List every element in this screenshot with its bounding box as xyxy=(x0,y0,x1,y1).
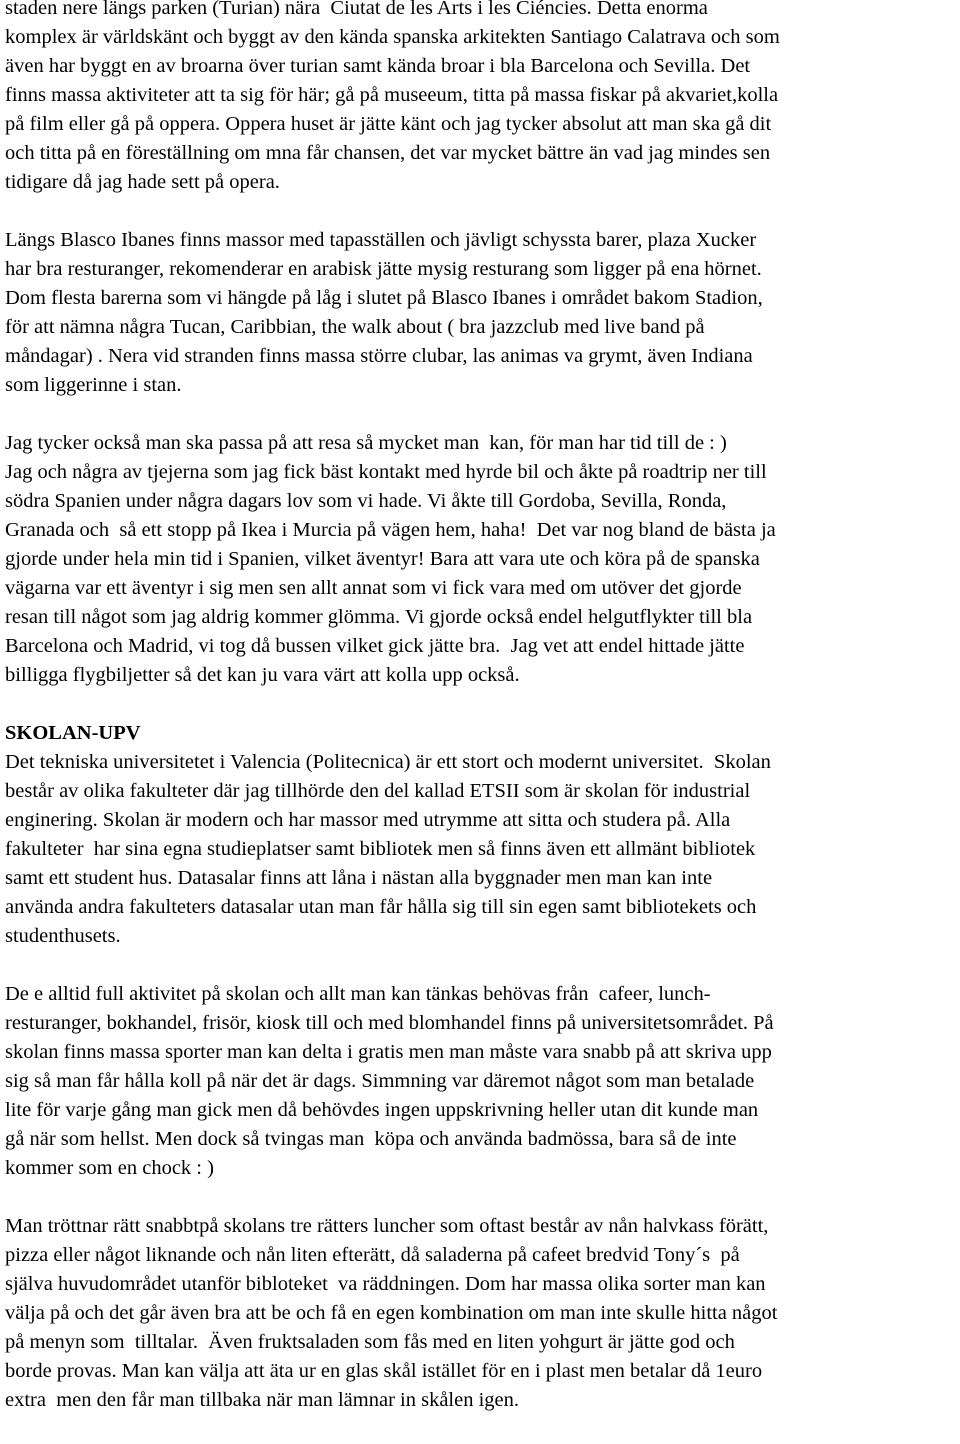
text-line: själva huvudområdet utanför bibloteket va räddningen. Dom har massa olika sorter man kan xyxy=(5,1273,766,1295)
text-line: billigga flygbiljetter så det kan ju vara värt att kolla upp också. xyxy=(5,664,520,686)
paragraph-turian xyxy=(5,0,955,197)
text-line: extra men den får man tillbaka när man lämnar in skålen igen. xyxy=(5,1389,520,1411)
text-line: Det tekniska universitetet i Valencia (Politecnica) är ett stort och modernt universitet. Skolan xyxy=(5,751,771,773)
text-line: har bra resturanger, rekomenderar en arabisk jätte mysig resturang som ligger på ena hörnet. xyxy=(5,258,762,280)
text-line: kommer som en chock : ) xyxy=(5,1157,214,1179)
text-line: som liggerinne i stan. xyxy=(5,374,182,396)
text-line: södra Spanien under några dagars lov som vi hade. Vi åkte till Gordoba, Sevilla, Ronda, xyxy=(5,490,727,512)
text-line: Jag tycker också man ska passa på att resa så mycket man kan, för man har tid till de : ) xyxy=(5,432,727,454)
text-line: komplex är världskänt och byggt av den kända spanska arkitekten Santiago Calatrava och som xyxy=(5,26,780,48)
text-line: pizza eller något liknande och nån liten efterätt, då saladerna på cafeet bredvid Tony´s på xyxy=(5,1244,740,1266)
document-page xyxy=(5,0,955,1444)
text-line: Barcelona och Madrid, vi tog då bussen vilket gick jätte bra. Jag vet att endel hittade jätte xyxy=(5,635,745,657)
text-line: använda andra fakulteters datasalar utan man får hålla sig till sin egen samt bibliotekets och xyxy=(5,896,757,918)
text-line: fakulteter har sina egna studieplatser samt bibliotek men så finns även ett allmänt bibliotek xyxy=(5,838,756,860)
text-line: gjorde under hela min tid i Spanien, vilket äventyr! Bara att vara ute och köra på de spanska xyxy=(5,548,760,570)
text-line: studenthusets. xyxy=(5,925,121,947)
text-line: De e alltid full aktivitet på skolan och allt man kan tänkas behövas från cafeer, lunch- xyxy=(5,983,711,1005)
text-line: sig så man får hålla koll på när det är dags. Simmning var däremot något som man betalade xyxy=(5,1070,755,1092)
text-line: Jag och några av tjejerna som jag fick bäst kontakt med hyrde bil och åkte på roadtrip ner till xyxy=(5,461,767,483)
text-line: lite för varje gång man gick men då behövdes ingen uppskrivning heller utan dit kunde man xyxy=(5,1099,759,1121)
text-line: välja på och det går även bra att be och få en egen kombination om man inte skulle hitta något xyxy=(5,1302,778,1324)
text-line: består av olika fakulteter där jag tillhörde den del kallad ETSII som är skolan för industrial xyxy=(5,780,751,802)
paragraph-activities xyxy=(5,980,955,1183)
text-line: staden nere längs parken (Turian) nära Ciutat de les Arts i les Ciéncies. Detta enorma xyxy=(5,0,708,19)
text-line: på film eller gå på oppera. Oppera huset är jätte känt och jag tycker absolut att man ska gå dit xyxy=(5,113,772,135)
text-line: Dom flesta barerna som vi hängde på låg i slutet på Blasco Ibanes i området bakom Stadion, xyxy=(5,287,763,309)
section-heading: SKOLAN-UPV xyxy=(5,722,141,744)
text-line: gå när som hellst. Men dock så tvingas man köpa och använda badmössa, bara så de inte xyxy=(5,1128,737,1150)
paragraph-bars xyxy=(5,226,955,400)
text-line: och titta på en föreställning om mna får chansen, det var mycket bättre än vad jag mindes sen xyxy=(5,142,771,164)
text-line: vägarna var ett äventyr i sig men sen allt annat som vi fick vara med om utöver det gjorde xyxy=(5,577,742,599)
text-line: samt ett student hus. Datasalar finns att låna i nästan alla byggnader men man kan inte xyxy=(5,867,713,889)
paragraph-travel xyxy=(5,429,955,690)
text-line: även har byggt en av broarna över turian samt kända broar i bla Barcelona och Sevilla. Det xyxy=(5,55,751,77)
text-line: finns massa aktiviteter att ta sig för här; gå på museeum, titta på massa fiskar på akvariet,kolla xyxy=(5,84,779,106)
text-line: måndagar) . Nera vid stranden finns massa större clubar, las animas va grymt, även Indiana xyxy=(5,345,753,367)
text-line: Längs Blasco Ibanes finns massor med tapasställen och jävligt schyssta barer, plaza Xucker xyxy=(5,229,757,251)
text-line: resan till något som jag aldrig kommer glömma. Vi gjorde också endel helgutflykter till bla xyxy=(5,606,753,628)
text-line: Man tröttnar rätt snabbtpå skolans tre rätters luncher som oftast består av nån halvkass förätt, xyxy=(5,1215,769,1237)
paragraph-school xyxy=(5,719,955,951)
paragraph-lunch xyxy=(5,1212,955,1415)
text-line: på menyn som tilltalar. Även fruktsaladen som fås med en liten yohgurt är jätte god och xyxy=(5,1331,735,1353)
text-line: borde provas. Man kan välja att äta ur en glas skål istället för en i plast men betalar då 1euro xyxy=(5,1360,763,1382)
text-line: skolan finns massa sporter man kan delta i gratis men man måste vara snabb på att skriva upp xyxy=(5,1041,772,1063)
text-line: resturanger, bokhandel, frisör, kiosk till och med blomhandel finns på universitetsområdet. På xyxy=(5,1012,774,1034)
text-line: tidigare då jag hade sett på opera. xyxy=(5,171,280,193)
text-line: Granada och så ett stopp på Ikea i Murcia på vägen hem, haha! Det var nog bland de bästa ja xyxy=(5,519,776,541)
text-line: enginering. Skolan är modern och har massor med utrymme att sitta och studera på. Alla xyxy=(5,809,731,831)
text-line: för att nämna några Tucan, Caribbian, the walk about ( bra jazzclub med live band på xyxy=(5,316,705,338)
